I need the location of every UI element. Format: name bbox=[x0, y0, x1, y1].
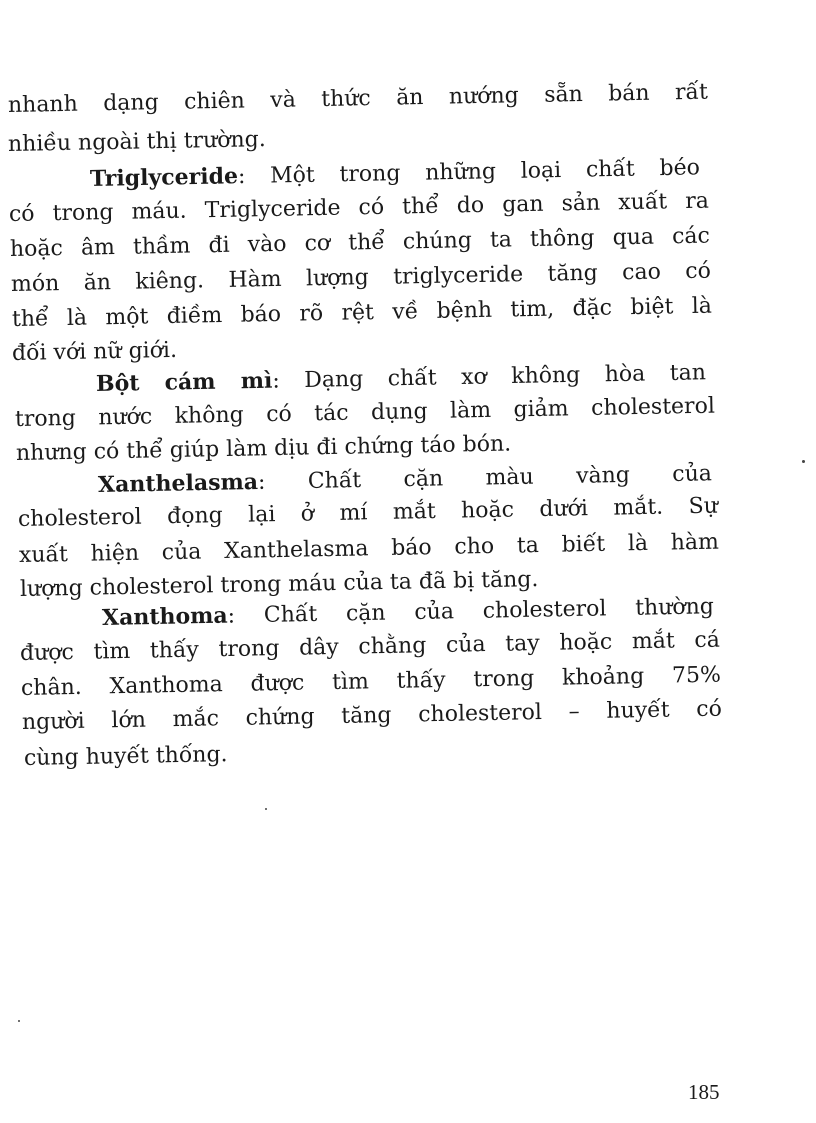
term-triglyceride: Triglyceride bbox=[89, 163, 239, 192]
scan-speck bbox=[265, 808, 267, 810]
text-line: nhưng có thể giúp làm dịu đi chứng táo bón. bbox=[15, 431, 512, 466]
term-xanthelasma: Xanthelasma bbox=[97, 468, 259, 498]
text-line: thể là một điềm báo rõ rệt về bệnh tim, đặc biệt là bbox=[11, 293, 713, 332]
term-xanthoma: Xanthoma bbox=[101, 602, 228, 631]
text-line: món ăn kiêng. Hàm lượng triglyceride tăng cao có bbox=[10, 258, 712, 297]
text-line: hoặc âm thầm đi vào cơ thể chúng ta thông qua các bbox=[9, 223, 711, 262]
text-fragment: : Dạng chất xơ không hòa tan bbox=[272, 360, 707, 394]
text-line: chân. Xanthoma được tìm thấy trong khoảng 75% bbox=[20, 662, 722, 701]
text-line: lượng cholesterol trong máu của ta đã bị tăng. bbox=[19, 567, 539, 602]
scan-speck bbox=[18, 1020, 20, 1022]
text-line: nhiều ngoài thị trường. bbox=[7, 127, 266, 157]
term-bot-cam-mi: Bột cám mì bbox=[95, 367, 273, 397]
text-line: nhanh dạng chiên và thức ăn nướng sẵn bán rất bbox=[7, 79, 709, 118]
text-line: có trong máu. Triglyceride có thể do gan sản xuất ra bbox=[8, 188, 710, 227]
text-line: cholesterol đọng lại ở mí mắt hoặc dưới mắt. Sự bbox=[17, 493, 719, 532]
scan-speck bbox=[802, 460, 805, 463]
text-line: được tìm thấy trong dây chằng của tay hoặc mắt cá bbox=[19, 627, 721, 666]
text-fragment: : Chất cặn màu vàng của bbox=[257, 461, 713, 495]
text-fragment: : Một trong những loại chất béo bbox=[237, 155, 701, 190]
text-line: đối với nữ giới. bbox=[11, 337, 178, 366]
text-line: xuất hiện của Xanthelasma báo cho ta biết là hàm bbox=[18, 529, 720, 568]
text-line: cùng huyết thống. bbox=[23, 742, 228, 771]
text-line: người lớn mắc chứng tăng cholesterol – huyết có bbox=[21, 696, 723, 735]
text-fragment: : Chất cặn của cholesterol thường bbox=[227, 594, 715, 629]
text-line: trong nước không có tác dụng làm giảm cholesterol bbox=[14, 393, 716, 432]
page-number: 185 bbox=[688, 1080, 720, 1104]
